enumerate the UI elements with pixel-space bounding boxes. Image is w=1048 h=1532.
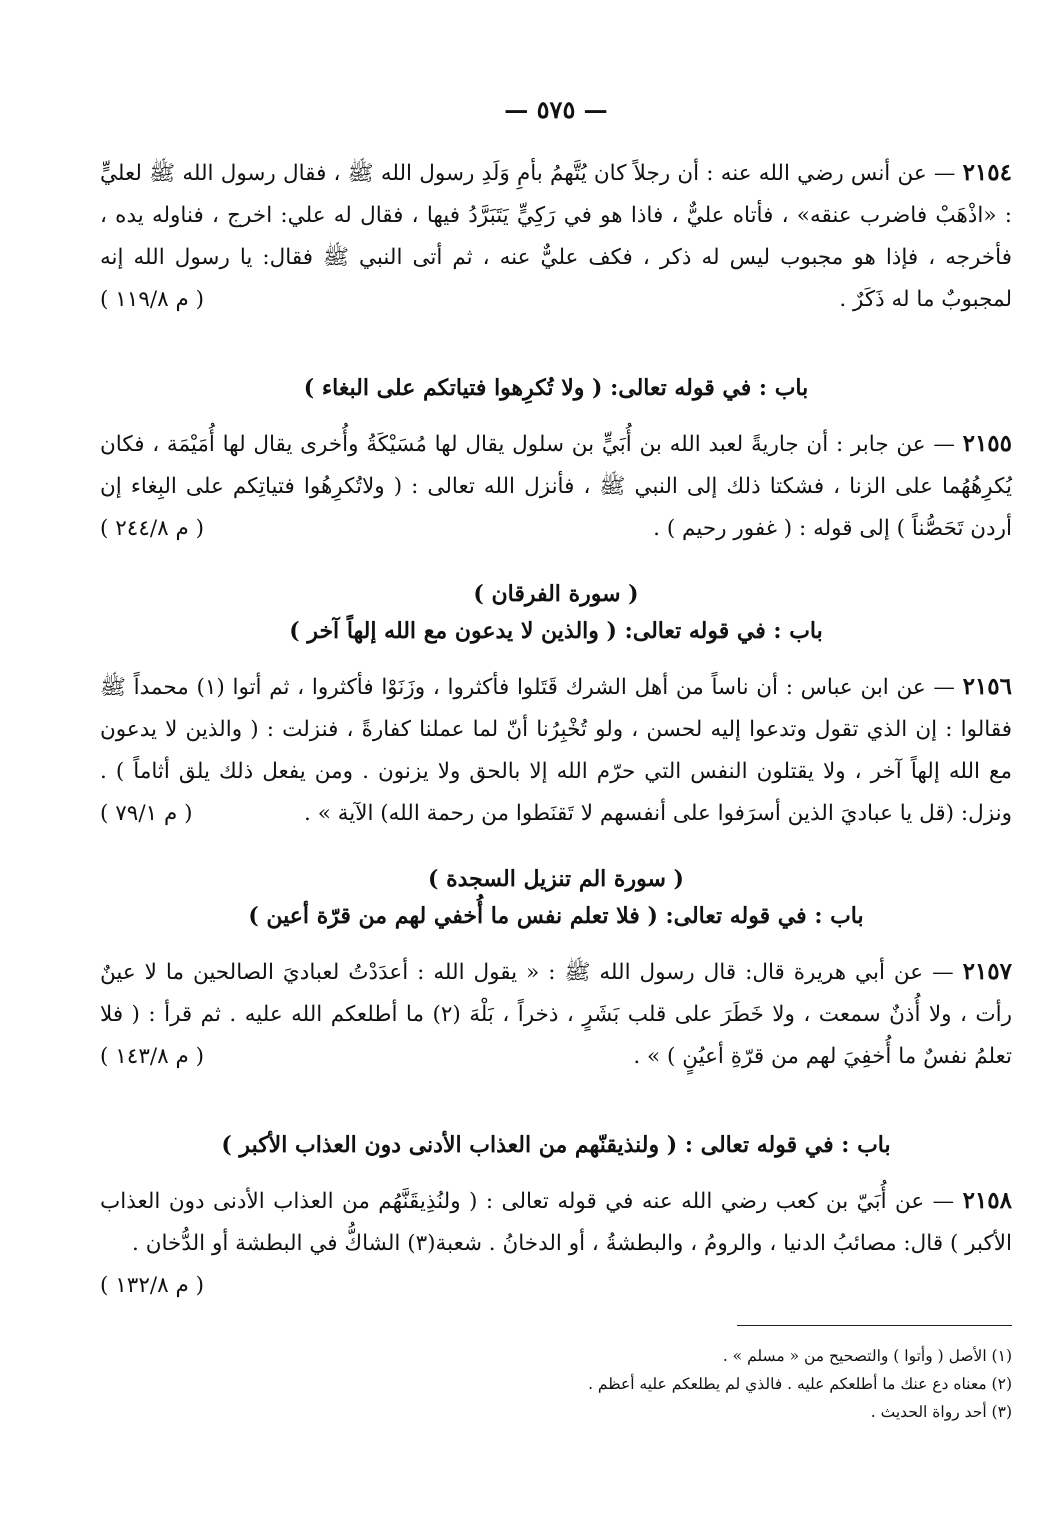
hadith-reference: ( م ١٣٢/٨ ) xyxy=(100,1273,205,1298)
chapter-heading: باب : في قوله تعالى: ( والذين لا يدعون مع الله إلهاً آخر ) xyxy=(289,618,823,644)
hadith-number: ٢١٥٥ xyxy=(962,430,1013,457)
hadith-number: ٢١٥٦ xyxy=(962,673,1012,700)
hadith-number: ٢١٥٤ xyxy=(962,159,1012,186)
footnote-2: (٢) معناه دع عنك ما أطلعكم عليه . فالذي لم يطلعكم عليه أعظم . xyxy=(588,1375,1012,1393)
chapter-heading: باب : في قوله تعالى : ( ولنذيقنّهم من العذاب الأدنى دون العذاب الأكبر ) xyxy=(221,1132,891,1158)
hadith-reference: ( م ١١٩/٨ ) xyxy=(100,287,205,312)
hadith-text: — عن أُبَيّ بن كعب رضي الله عنه في قوله تعالى : ( ولنُذِيقَنَّهُم من العذاب الأدنى دون العذاب الأكبر ) قال: مصائبُ الدنيا ، والرومُ ، والبطشةُ ، أو الدخانُ . شعبة(٣) الشاكُّ في البطشة أو الدُّخان . xyxy=(100,1189,1012,1256)
sura-heading: ( سورة الفرقان ) xyxy=(473,581,639,607)
hadith-2158 xyxy=(100,1180,1012,1298)
hadith-2155 xyxy=(100,423,1012,550)
hadith-number: ٢١٥٧ xyxy=(962,958,1012,985)
footnote-divider xyxy=(737,1325,1012,1326)
hadith-number: ٢١٥٨ xyxy=(962,1187,1012,1214)
footnotes xyxy=(312,1342,1012,1426)
hadith-2157 xyxy=(100,951,1012,1078)
chapter-heading: باب : في قوله تعالى: ( ولا تُكرِهوا فتياتكم على البغاء ) xyxy=(303,375,809,401)
sura-heading: ( سورة الم تنزيل السجدة ) xyxy=(428,866,684,892)
hadith-text: — عن أبي هريرة قال: قال رسول الله ﷺ : « يقول الله : أعدَدْتُ لعباديَ الصالحين ما لا عينٌ رأت ، ولا أُذنٌ سمعت ، ولا خَطَرَ على قلب بَشَرٍ ، ذخراً ، بَلْهَ (٢) ما أطلعكم الله عليه . ثم قرأ : ( فلا تعلمُ نفسٌ ما أُخفِيَ لهم من قرّةِ أعيُنٍ ) » . xyxy=(100,960,1012,1069)
hadith-2154 xyxy=(100,152,1012,321)
hadith-text: — عن أنس رضي الله عنه : أن رجلاً كان يُتَّهمُ بأمِ وَلَدِ رسول الله ﷺ ، فقال رسول الله ﷺ لعليٍّ : «اذْهَبْ فاضرب عنقه» ، فأتاه عليٌّ ، فاذا هو في رَكِيٍّ يَتَبَرَّدُ فيها ، فقال له علي: اخرج ، فناوله يده ، فأخرجه ، فإذا هو مجبوب ليس له ذكر ، فكف عليٌّ عنه ، ثم أتى النبي ﷺ فقال: يا رسول الله إنه لمجبوبٌ ما له ذَكَرٌ . xyxy=(100,161,1012,312)
footnote-1: (١) الأصل ( وأتوا ) والتصحيح من « مسلم » . xyxy=(722,1347,1012,1365)
hadith-reference: ( م ٧٩/١ ) xyxy=(100,801,193,826)
hadith-reference: ( م ٢٤٤/٨ ) xyxy=(100,516,205,541)
hadith-reference: ( م ١٤٣/٨ ) xyxy=(100,1044,205,1069)
hadith-text: — عن ابن عباس : أن ناساً من أهل الشرك قَتَلوا فأكثروا ، وزَنَوْا فأكثروا ، ثم أتوا (١) محمداً ﷺ فقالوا : إن الذي تقول وتدعوا إليه لحسن ، ولو تُخْبِرُنا أنّ لما عملنا كفارةً ، فنزلت : ( والذين لا يدعون مع الله إلهاً آخر ، ولا يقتلون النفس التي حرّم الله إلا بالحق ولا يزنون . ومن يفعل ذلك يلق أثاماً ) . ونزل: (قل يا عباديَ الذين أسرَفوا على أنفسهم لا تَقنَطوا من رحمة الله) الآية » . xyxy=(100,675,1012,826)
hadith-2156 xyxy=(100,666,1012,835)
footnote-3: (٣) أحد رواة الحديث . xyxy=(870,1403,1012,1421)
page-body xyxy=(100,90,1012,1307)
hadith-text: — عن جابر : أن جاريةً لعبد الله بن أُبَيٍّ بن سلول يقال لها مُسَيْكَةُ وأُخرى يقال لها أُمَيْمَة ، فكان يُكرِهُهُما على الزنا ، فشكتا ذلك إلى النبي ﷺ ، فأنزل الله تعالى : ( ولاتُكرِهُوا فتياتِكم على البِغاء إن أردن تَحَصُّناً ) إلى قوله : ( غفور رحيم ) . xyxy=(100,432,1012,541)
chapter-heading: باب : في قوله تعالى: ( فلا تعلم نفس ما أُخفي لهم من قرّة أعين ) xyxy=(248,903,864,929)
page-number: — ٥٧٥ — xyxy=(504,95,608,124)
